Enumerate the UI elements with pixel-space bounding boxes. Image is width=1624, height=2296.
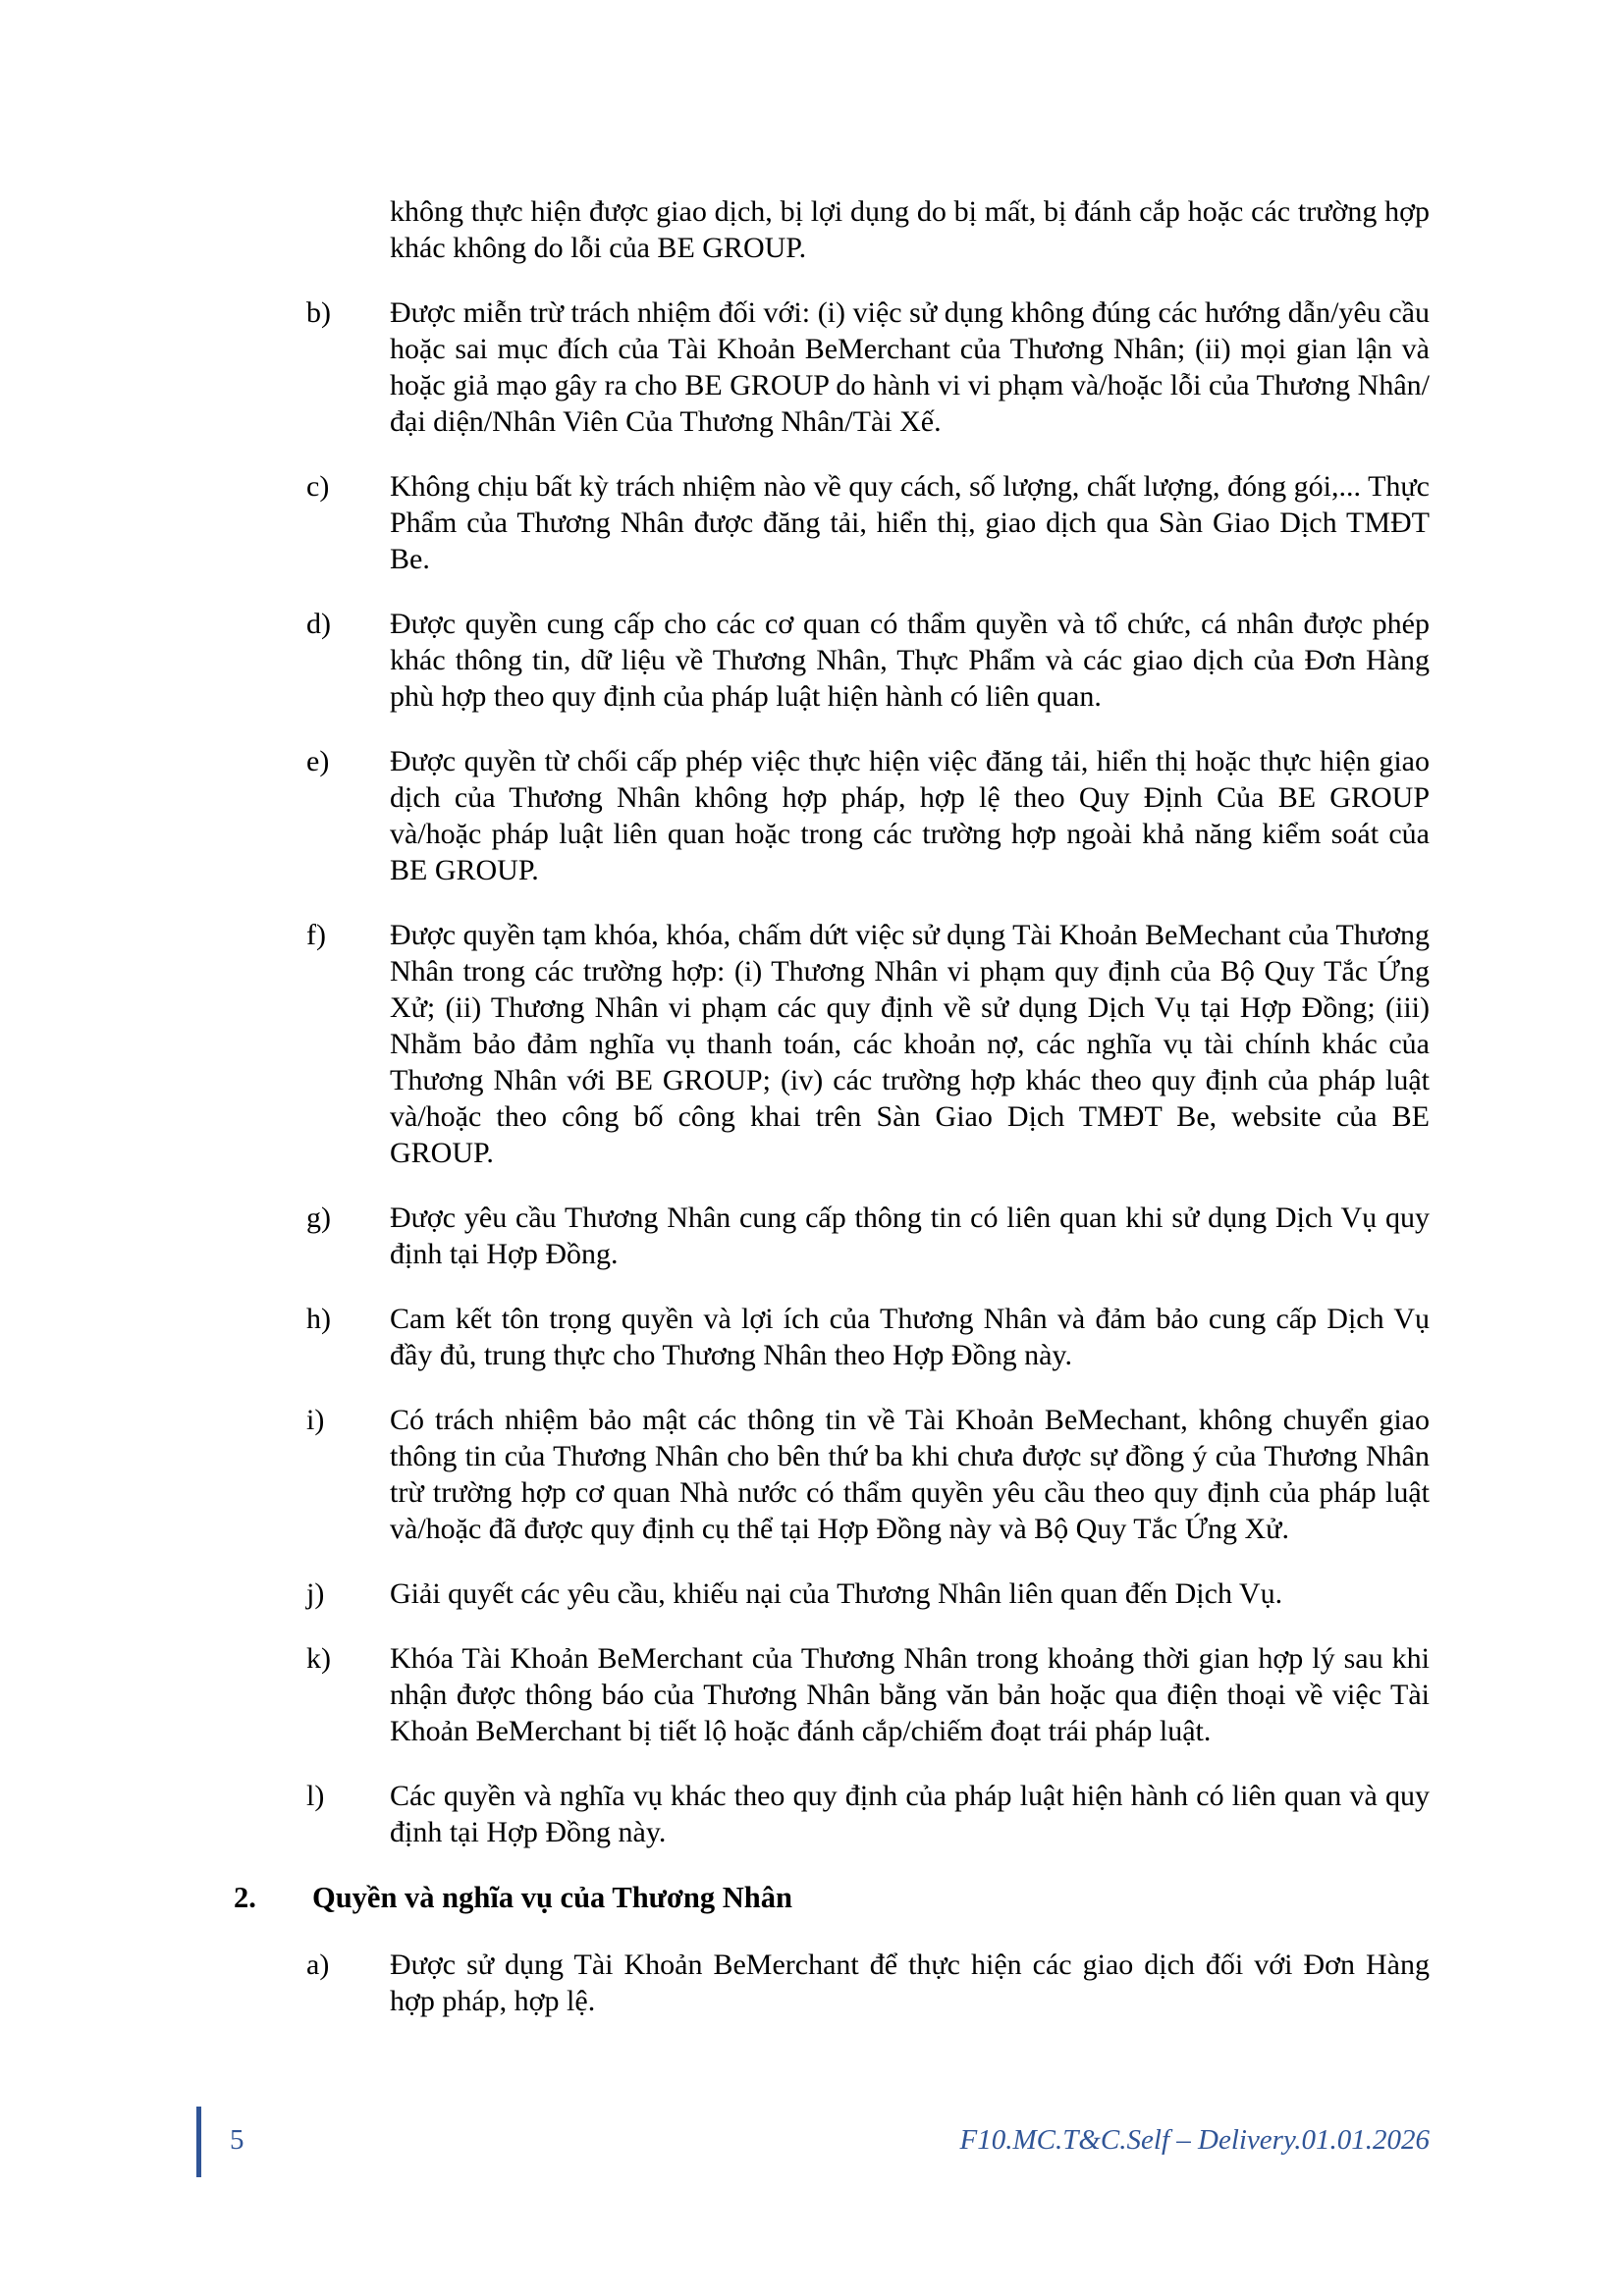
list-item-text: Giải quyết các yêu cầu, khiếu nại của Thương Nhân liên quan đến Dịch Vụ. [390,1577,1283,1610]
list-item [196,1402,1430,1547]
list-item-text: Có trách nhiệm bảo mật các thông tin về Tài Khoản BeMechant, không chuyển giao thông tin của Thương Nhân cho bên thứ ba khi chưa được sự đồng ý của Thương Nhân trừ trường hợp cơ quan Nhà nước có thẩm quyền yêu cầu theo quy định của pháp luật và/hoặc đã được quy định cụ thể tại Hợp Đồng này và Bộ Quy Tắc Ứng Xử. [390,1404,1430,1545]
list-item-text: Các quyền và nghĩa vụ khác theo quy định của pháp luật hiện hành có liên quan và quy định tại Hợp Đồng này. [390,1780,1430,1848]
list-item [196,917,1430,1171]
list-item [196,743,1430,888]
list-item-label: f) [306,919,326,951]
document-reference: F10.MC.T&C.Self – Delivery.01.01.2026 [959,2124,1430,2156]
list-item-text: Được miễn trừ trách nhiệm đối với: (i) việc sử dụng không đúng các hướng dẫn/yêu cầu hoặc sai mục đích của Tài Khoản BeMerchant của Thương Nhân; (ii) mọi gian lận và hoặc giả mạo gây ra cho BE GROUP do hành vi vi phạm và/hoặc lỗi của Thương Nhân/đại diện/Nhân Viên Của Thương Nhân/Tài Xế. [390,296,1430,438]
list-item [196,193,1430,266]
section-title: Quyền và nghĩa vụ của Thương Nhân [312,1881,792,1914]
list-item-label: l) [306,1780,325,1812]
page-footer [196,2107,1430,2177]
list-item [196,1200,1430,1272]
list-item [196,1640,1430,1749]
list-item [196,606,1430,715]
list-item-label: e) [306,745,330,777]
list-item [196,1301,1430,1373]
list-item-text: không thực hiện được giao dịch, bị lợi dụng do bị mất, bị đánh cắp hoặc các trường hợp khác không do lỗi của BE GROUP. [390,195,1430,264]
document-body [196,193,1430,2048]
list-item-text: Được sử dụng Tài Khoản BeMerchant để thực hiện các giao dịch đối với Đơn Hàng hợp pháp, hợp lệ. [390,1949,1430,2017]
section-heading [196,1879,1430,1916]
list-item [196,1778,1430,1850]
footer-accent-bar [196,2107,201,2177]
list-item-text: Được quyền tạm khóa, khóa, chấm dứt việc sử dụng Tài Khoản BeMechant của Thương Nhân trong các trường hợp: (i) Thương Nhân vi phạm quy định của Bộ Quy Tắc Ứng Xử; (ii) Thương Nhân vi phạm các quy định về sử dụng Dịch Vụ tại Hợp Đồng; (iii) Nhằm bảo đảm nghĩa vụ thanh toán, các khoản nợ, các nghĩa vụ tài chính khác của Thương Nhân với BE GROUP; (iv) các trường hợp khác theo quy định của pháp luật và/hoặc theo công bố công khai trên Sàn Giao Dịch TMĐT Be, website của BE GROUP. [390,919,1430,1169]
list-item-text: Khóa Tài Khoản BeMerchant của Thương Nhân trong khoảng thời gian hợp lý sau khi nhận được thông báo của Thương Nhân bằng văn bản hoặc qua điện thoại về việc Tài Khoản BeMerchant bị tiết lộ hoặc đánh cắp/chiếm đoạt trái pháp luật. [390,1642,1430,1747]
list-item-label: g) [306,1201,331,1234]
list-item-label: c) [306,470,330,503]
list-item [196,468,1430,577]
list-item [196,294,1430,440]
list-item-label: a) [306,1949,330,1981]
section-number: 2. [234,1881,256,1914]
list-item-label: i) [306,1404,325,1436]
list-item-text: Được yêu cầu Thương Nhân cung cấp thông tin có liên quan khi sử dụng Dịch Vụ quy định tại Hợp Đồng. [390,1201,1430,1270]
list-item-text: Không chịu bất kỳ trách nhiệm nào về quy cách, số lượng, chất lượng, đóng gói,... Thực Phẩm của Thương Nhân được đăng tải, hiển thị, giao dịch qua Sàn Giao Dịch TMĐT Be. [390,470,1430,575]
list-item-text: Được quyền cung cấp cho các cơ quan có thẩm quyền và tổ chức, cá nhân được phép khác thông tin, dữ liệu về Thương Nhân, Thực Phẩm và các giao dịch của Đơn Hàng phù hợp theo quy định của pháp luật hiện hành có liên quan. [390,608,1430,713]
list-item [196,1947,1430,2019]
list-item-label: j) [306,1577,325,1610]
list-item-label: h) [306,1303,331,1335]
list-item-label: k) [306,1642,331,1675]
list-item-label: d) [306,608,331,640]
list-item-text: Cam kết tôn trọng quyền và lợi ích của Thương Nhân và đảm bảo cung cấp Dịch Vụ đầy đủ, trung thực cho Thương Nhân theo Hợp Đồng này. [390,1303,1430,1371]
page-number: 5 [230,2124,244,2156]
list-item [196,1575,1430,1612]
list-item-text: Được quyền từ chối cấp phép việc thực hiện việc đăng tải, hiển thị hoặc thực hiện giao dịch của Thương Nhân không hợp pháp, hợp lệ theo Quy Định Của BE GROUP và/hoặc pháp luật liên quan hoặc trong các trường hợp ngoài khả năng kiểm soát của BE GROUP. [390,745,1430,886]
list-item-label: b) [306,296,331,329]
